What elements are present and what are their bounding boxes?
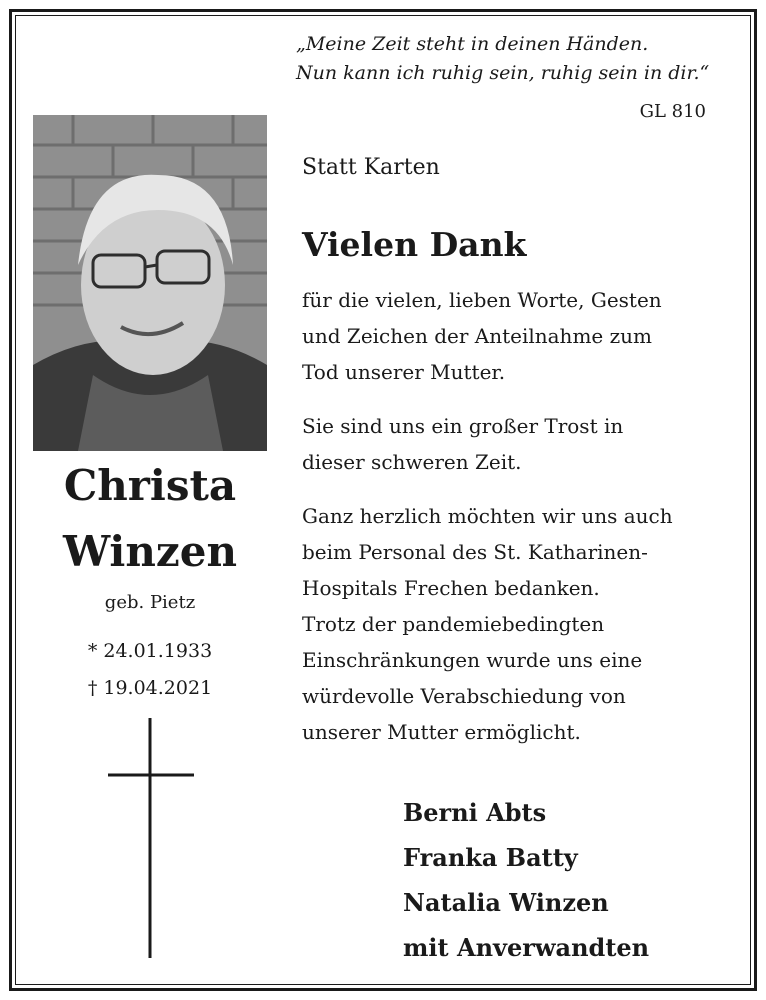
birth-name: geb. Pietz [104, 592, 196, 613]
death-date: † 19.04.2021 [87, 677, 213, 699]
deceased-last-name: Winzen [62, 527, 238, 576]
text-line: Hospitals Frechen bedanken. [302, 576, 600, 600]
text-line: Ganz herzlich möchten wir uns auch [302, 504, 673, 528]
text-line: und Zeichen der Anteilnahme zum [302, 324, 652, 348]
text-line: Trotz der pandemiebedingten [302, 612, 605, 636]
signatory-name: Natalia Winzen [403, 888, 609, 917]
cross-icon [108, 718, 194, 958]
text-line: Sie sind uns ein großer Trost in [302, 414, 624, 438]
text-line: dieser schweren Zeit. [302, 450, 522, 474]
paragraph-thanks [302, 282, 742, 390]
birth-date: * 24.01.1933 [87, 640, 213, 662]
deceased-first-name: Christa [63, 461, 237, 510]
text-line: unserer Mutter ermöglicht. [302, 720, 581, 744]
bible-quote [296, 30, 716, 88]
signatory-name: mit Anverwandten [403, 933, 650, 962]
quote-line-2: Nun kann ich ruhig sein, ruhig sein in dir.“ [296, 62, 710, 84]
signatories [403, 790, 649, 970]
text-line: beim Personal des St. Katharinen- [302, 540, 648, 564]
quote-reference: GL 810 [639, 101, 706, 122]
portrait-photo [33, 115, 267, 451]
headline: Vielen Dank [302, 225, 527, 264]
signatory-name: Franka Batty [403, 843, 578, 872]
statt-karten: Statt Karten [302, 155, 440, 180]
text-line: für die vielen, lieben Worte, Gesten [302, 288, 662, 312]
portrait-image [33, 115, 267, 451]
text-line: Tod unserer Mutter. [302, 360, 506, 384]
paragraph-comfort [302, 408, 742, 480]
quote-line-1: „Meine Zeit steht in deinen Händen. [296, 33, 649, 55]
paragraph-hospital [302, 498, 742, 750]
signatory-name: Berni Abts [403, 798, 547, 827]
text-line: Einschränkungen wurde uns eine [302, 648, 643, 672]
text-line: würdevolle Verabschiedung von [302, 684, 626, 708]
